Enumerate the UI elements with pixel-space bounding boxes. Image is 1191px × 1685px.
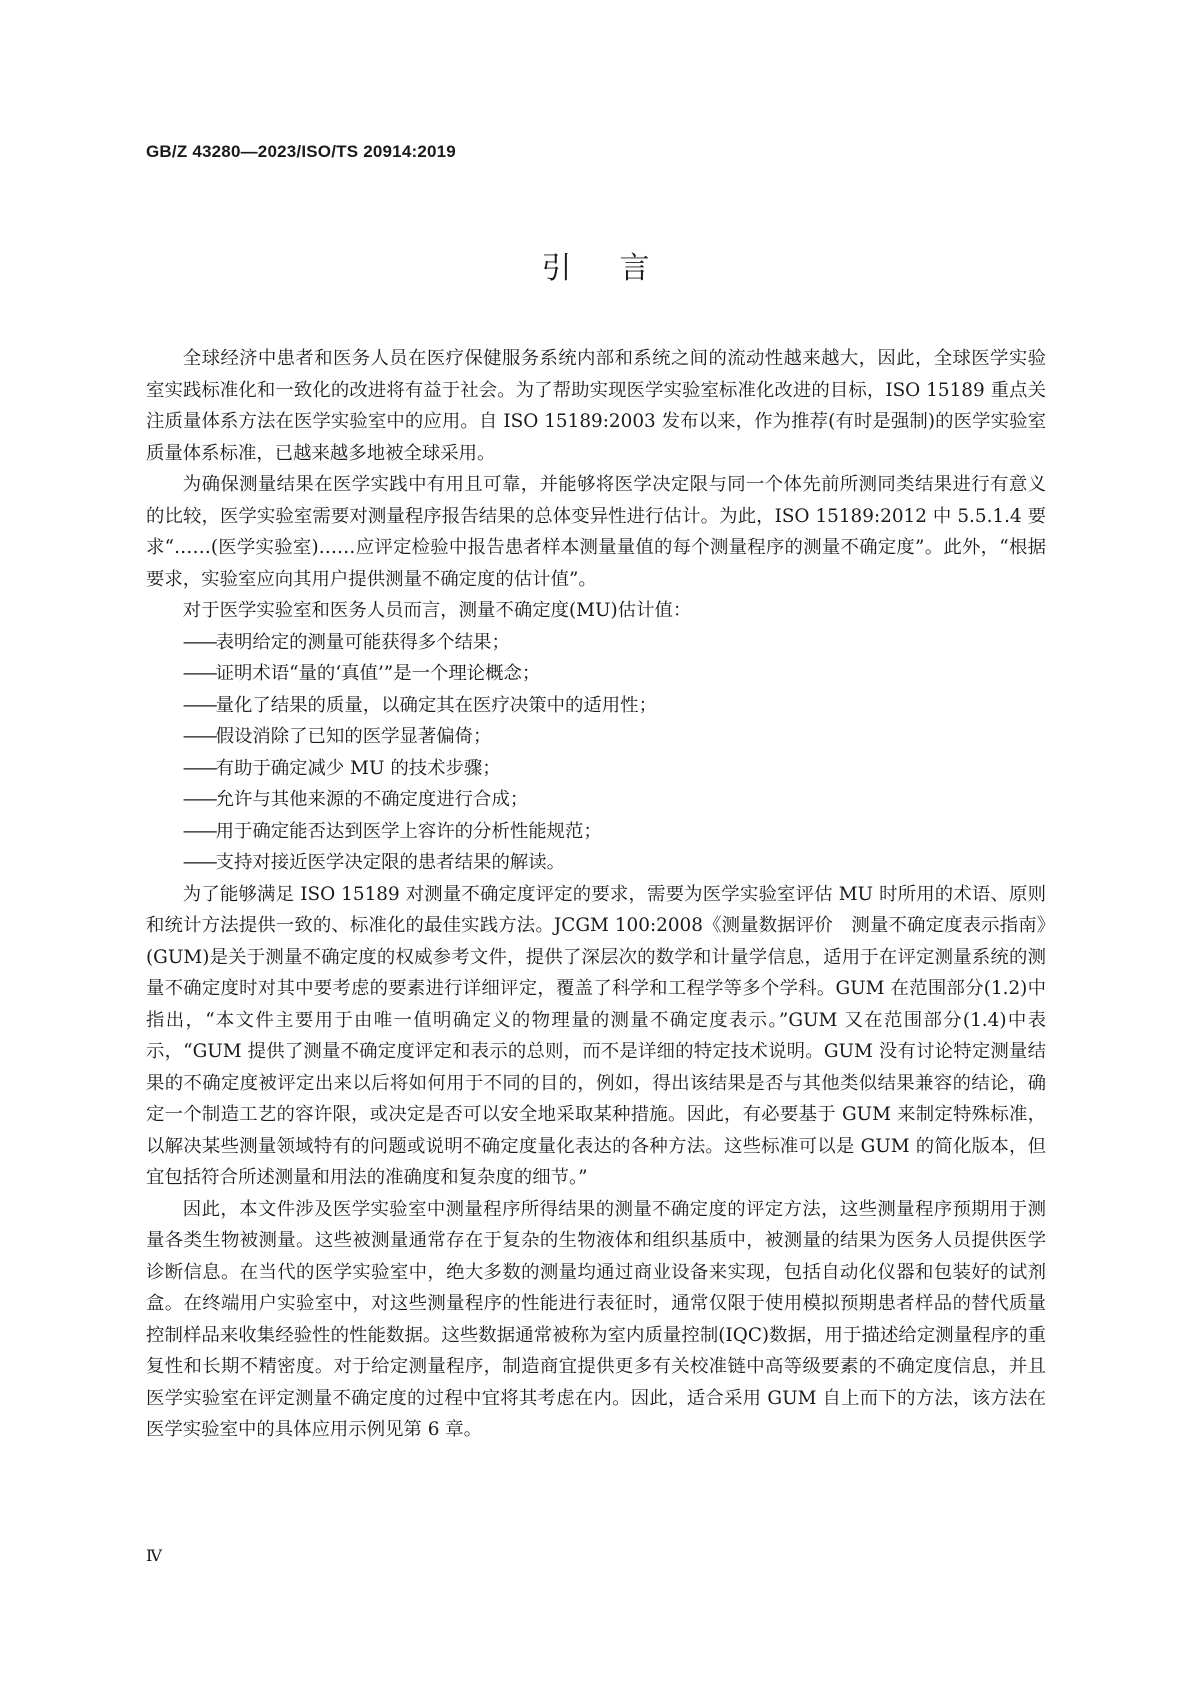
standard-number-header: GB/Z 43280—2023/ISO/TS 20914:2019 [146, 142, 456, 161]
section-title: 引言 [541, 251, 698, 286]
body-text [146, 343, 1046, 1446]
list-item [146, 816, 1046, 848]
list-item-text: 量化了结果的质量，以确定其在医疗决策中的适用性； [215, 694, 657, 716]
list-item-text: 表明给定的测量可能获得多个结果； [215, 631, 510, 653]
list-dash: —— [182, 757, 216, 779]
list-dash: —— [182, 663, 216, 684]
list-item-text: 有助于确定减少 MU 的技术步骤； [215, 757, 501, 779]
list-item [146, 753, 1046, 785]
list-item [146, 847, 1046, 879]
list-item-text: 证明术语“量的‘真值’”是一个理论概念； [215, 663, 541, 684]
paragraph-2: 为确保测量结果在医学实践中有用且可靠，并能够将医学决定限与同一个体先前所测同类结果进行有意义的比较，医学实验室需要对测量程序报告结果的总体变异性进行估计。为此，ISO 15189:2012 中 5.5.1.4 要求“……(医学实验室)……应评定检验中报告患者样本测量量值的每个测量程序的测量不确定度”。此外，“根据要求，实验室应向其用户提供测量不确定度的估计值”。 [146, 474, 1046, 590]
list-item-text: 假设消除了已知的医学显著偏倚； [215, 726, 492, 747]
list-item-text: 支持对接近医学决定限的患者结果的解读。 [215, 852, 566, 873]
list-item-text: 允许与其他来源的不确定度进行合成； [215, 789, 529, 810]
paragraph-4: 为了能够满足 ISO 15189 对测量不确定度评定的要求，需要为医学实验室评估 MU 时所用的术语、原则和统计方法提供一致的、标准化的最佳实践方法。JCGM 100:2008《测量数据评价 测量不确定度表示指南》(GUM)是关于测量不确定度的权威参考文件，提供了深层次的数学和计量学信息，适用于在评定测量系统的测量不确定度时对其中要考虑的要素进行详细评定，覆盖了科学和工程学等多个学科。GUM 在范围部分(1.2)中指出，“本文件主要用于由唯一值明确定义的物理量的测量不确定度表示。”GUM 又在范围部分(1.4)中表示，“GUM 提供了测量不确定度评定和表示的总则，而不是详细的特定技术说明。GUM 没有讨论特定测量结果的不确定度被评定出来以后将如何用于不同的目的，例如，得出该结果是否与其他类似结果兼容的结论，确定一个制造工艺的容许限，或决定是否可以安全地采取某种措施。因此，有必要基于 GUM 来制定特殊标准，以解决某些测量领域特有的问题或说明不确定度量化表达的各种方法。这些标准可以是 GUM 的简化版本，但宜包括符合所述测量和用法的准确度和复杂度的细节。” [146, 883, 1046, 1188]
paragraph-5: 因此，本文件涉及医学实验室中测量程序所得结果的测量不确定度的评定方法，这些测量程序预期用于测量各类生物被测量。这些被测量通常存在于复杂的生物液体和组织基质中，被测量的结果为医务人员提供医学诊断信息。在当代的医学实验室中，绝大多数的测量均通过商业设备来实现，包括自动化仪器和包装好的试剂盒。在终端用户实验室中，对这些测量程序的性能进行表征时，通常仅限于使用模拟预期患者样品的替代质量控制样品来收集经验性的性能数据。这些数据通常被称为室内质量控制(IQC)数据，用于描述给定测量程序的重复性和长期不精密度。对于给定测量程序，制造商宜提供更多有关校准链中高等级要素的不确定度信息，并且医学实验室在评定测量不确定度的过程中宜将其考虑在内。因此，适合采用 GUM 自上而下的方法，该方法在医学实验室中的具体应用示例见第 6 章。 [146, 1198, 1046, 1440]
list-item [146, 784, 1046, 816]
list-dash: —— [182, 726, 216, 747]
list-dash: —— [182, 820, 216, 842]
list-item [146, 658, 1046, 690]
paragraph-1: 全球经济中患者和医务人员在医疗保健服务系统内部和系统之间的流动性越来越大，因此，全球医学实验室实践标准化和一致化的改进将有益于社会。为了帮助实现医学实验室标准化改进的目标，ISO 15189 重点关注质量体系方法在医学实验室中的应用。自 ISO 15189:2003 发布以来，作为推荐(有时是强制)的医学实验室质量体系标准，已越来越多地被全球采用。 [146, 348, 1046, 464]
page-number: Ⅳ [146, 1546, 162, 1565]
list-item-text: 用于确定能否达到医学上容许的分析性能规范； [215, 820, 602, 842]
list-dash: —— [182, 694, 216, 716]
list-dash: —— [182, 789, 216, 810]
list-dash: —— [182, 631, 216, 653]
paragraph-3: 对于医学实验室和医务人员而言，测量不确定度(MU)估计值： [182, 600, 692, 621]
list-dash: —— [182, 852, 216, 873]
list-item [146, 721, 1046, 753]
list-item [146, 690, 1046, 722]
list-item [146, 627, 1046, 659]
